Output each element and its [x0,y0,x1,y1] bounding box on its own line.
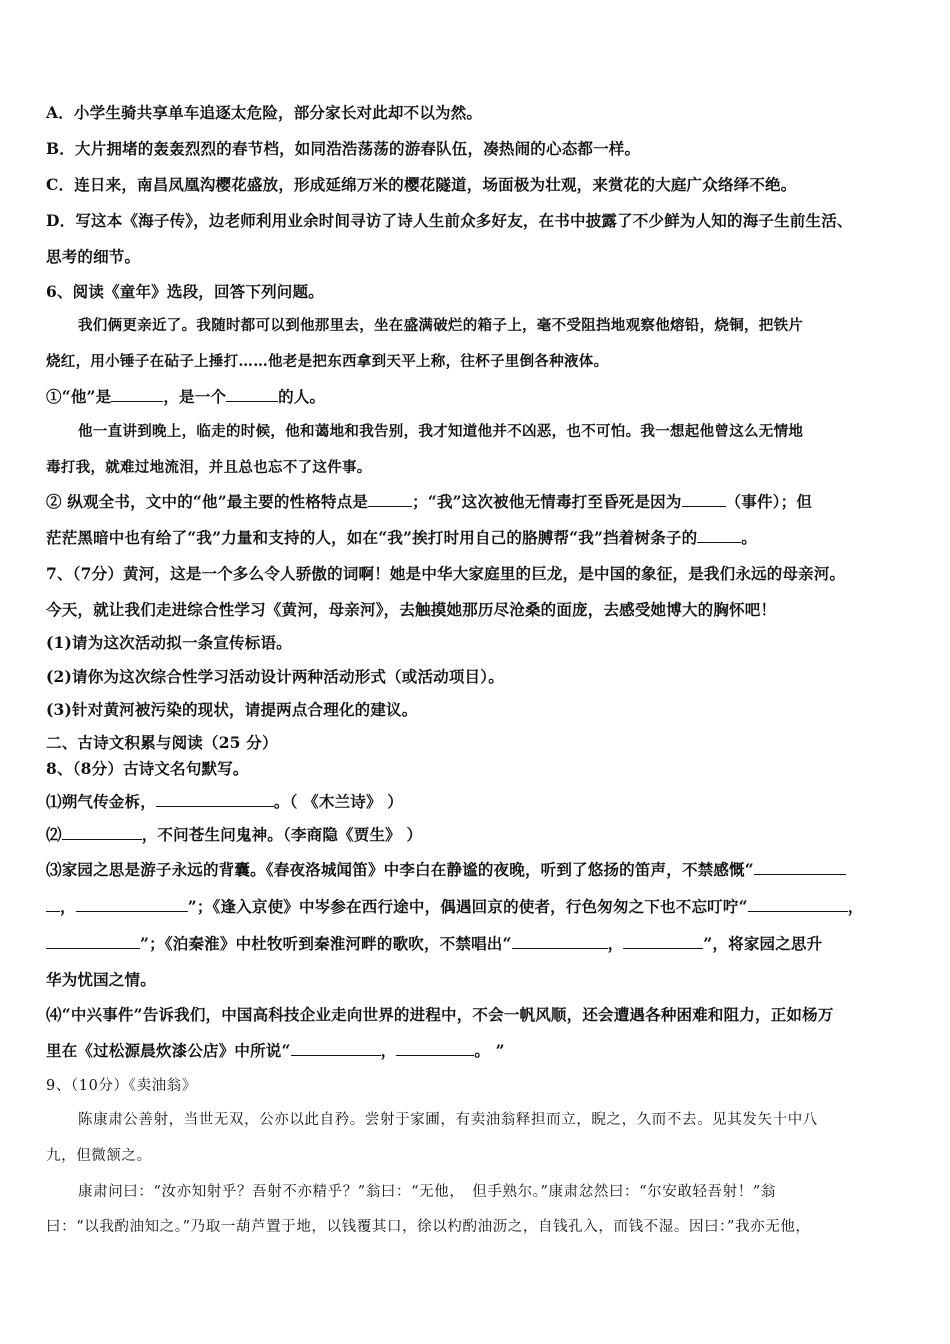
answer-blank[interactable] [76,899,188,912]
question-8-3 [46,858,846,880]
passage-6-line-1-text: 我们俩更亲近了。我随时都可以到他那里去，坐在盛满破烂的箱子上，毫不受阻挡地观察他熔铅，烧铜，把铁片 [78,317,804,334]
question-7-3-text: (3)针对黄河被污染的现状，请提两点合理化的建议。 [46,700,418,719]
q8-1-part-a: ⑴朔气传金柝， [46,792,156,811]
answer-blank[interactable] [754,862,846,875]
passage-6-line-2 [46,350,608,371]
question-8-4 [46,1003,834,1025]
q6-2-part-c: （事件）；但 [725,492,813,511]
answer-blank[interactable] [396,1043,474,1056]
section-2-heading-text: 二、古诗文积累与阅读（25 分） [46,733,278,752]
answer-blank[interactable] [291,1043,381,1056]
option-a [46,101,482,123]
answer-blank[interactable] [226,389,278,402]
question-8-4-text: ⑷“中兴事件”告诉我们，中国高科技企业走向世界的进程中，不会一帆风顺，还会遭遇各种困难和阻力，正如杨万 [46,1005,834,1024]
q8-3-cont1-part-c: ， [847,897,864,916]
option-d-text: D．写这本《海子传》，边老师利用业余时间寻访了诗人生前众多好友，在书中披露了不少鲜为人知的海子生前生活、 [46,211,853,230]
q8-4-cont-part-b: ， [380,1041,397,1060]
answer-blank[interactable] [368,494,412,507]
q6-1-part-b: ，是一个 [163,387,227,406]
passage-6-line-2-text: 烧红，用小锤子在砧子上捶打……他老是把东西拿到天平上称，往杯子里倒各种液体。 [46,353,609,370]
q6-2-cont-part-b: 。 [741,528,757,547]
question-8-3-cont-3-text: 华为忧国之情。 [46,970,156,989]
option-d [46,209,853,231]
question-8-3-cont-3 [46,968,156,990]
question-8-3-cont-2 [46,932,822,954]
answer-blank[interactable] [697,530,741,543]
passage-9-line-4-text: 曰：“以我酌油知之。”乃取一葫芦置于地，以钱覆其口，徐以杓酌油沥之，自钱孔入，而钱不湿。因曰：”我亦无他， [46,1219,811,1235]
answer-blank[interactable] [682,494,726,507]
q8-3-cont2-part-a: ”；《泊秦淮》中杜牧听到秦淮河畔的歌吹，不禁唱出“ [140,934,512,953]
passage-9-line-3 [78,1180,776,1201]
answer-blank[interactable] [623,936,703,949]
question-8-1 [46,790,403,812]
passage-9-line-2 [46,1144,152,1165]
option-c [46,173,796,195]
answer-blank[interactable] [748,899,848,912]
passage-9-line-4 [46,1215,811,1236]
q8-3-cont2-part-c: ”，将家园之思升 [703,934,823,953]
q6-2-cont-part-a: 茫茫黑暗中也有给了“我”力量和支持的人，如在“我”挨打时用自己的胳膊帮“我”挡着树条子的 [46,528,698,547]
option-b [46,137,640,159]
question-8-title [46,757,249,779]
question-7-intro-text: 今天，就让我们走进综合性学习《黄河，母亲河》，去触摸她那历尽沧桑的面庞，去感受她博大的胸怀吧！ [46,600,777,619]
question-6-2-cont [46,526,757,548]
question-8-2 [46,823,422,845]
passage-9-line-1-text: 陈康肃公善射，当世无双，公亦以此自矜。尝射于家圃，有卖油翁释担而立，睨之，久而不去。见其发矢十中八 [78,1112,818,1128]
q8-3-cont1-part-b: ”；《逢入京使》中岑参在西行途中，偶遇回京的使者，行色匆匆之下也不忘叮咛“ [187,897,748,916]
question-6-2 [46,490,812,512]
answer-blank[interactable] [156,794,274,807]
passage-9-line-1 [78,1108,818,1129]
question-8-title-text: 8、（8分）古诗文名句默写。 [46,759,249,778]
q8-4-cont-part-a: 里在《过松源晨炊漆公店》中所说“ [46,1041,291,1060]
passage-6-line-3 [78,420,803,441]
answer-blank[interactable] [111,389,163,402]
question-6-title-text: 6、阅读《童年》选段，回答下列问题。 [46,282,324,301]
question-7-2-text: (2)请你为这次综合性学习活动设计两种活动形式（或活动项目）。 [46,667,504,686]
q6-2-part-a: ② 纵观全书，文中的“他”最主要的性格特点是 [46,492,369,511]
answer-blank[interactable] [46,899,60,912]
question-6-title [46,280,324,302]
question-9-title [46,1074,197,1095]
question-7-intro [46,598,776,620]
option-d-cont-text: 思考的细节。 [46,247,141,266]
question-7-2 [46,665,504,687]
option-a-text: A．小学生骑共享单车追逐太危险，部分家长对此却不以为然。 [46,103,483,122]
q8-3-cont2-part-b: ， [607,934,624,953]
option-b-text: B．大片拥堵的轰轰烈烈的春节档，如同浩浩荡荡的游春队伍，凑热闹的心态都一样。 [46,139,641,158]
passage-9-line-2-text: 九，但微颔之。 [46,1148,152,1164]
option-d-cont [46,245,140,267]
passage-6-line-4-text: 毒打我，就难过地流泪，并且总也忘不了这件事。 [46,459,372,476]
section-2-heading [46,731,278,753]
question-7-title-text: 7、（7分）黄河，这是一个多么令人骄傲的词啊！她是中华大家庭里的巨龙，是中国的象征，是我们永远的母亲河。 [46,564,846,583]
question-7-1 [46,631,292,653]
option-c-text: C．连日来，南昌凤凰沟樱花盛放，形成延绵万米的樱花隧道，场面极为壮观，来赏花的大庭广众络绎不绝。 [46,175,797,194]
q6-1-part-a: ①“他”是 [46,387,112,406]
q8-2-part-b: ，不问苍生问鬼神。（李商隐《贾生》 ） [141,825,423,844]
q8-3-part-a: ⑶家园之思是游子永远的背囊。《春夜洛城闻笛》中李白在静谧的夜晚，听到了悠扬的笛声，不禁感慨“ [46,860,754,879]
q6-1-part-c: 的人。 [278,387,326,406]
q8-4-cont-part-c: 。 ” [474,1041,505,1060]
question-8-3-cont-1 [46,895,863,917]
question-8-4-cont [46,1039,505,1061]
question-7-1-text: (1)请为这次活动拟一条宣传标语。 [46,633,292,652]
question-7-title [46,562,845,584]
q8-1-part-b: 。（ 《木兰诗》 ） [273,792,403,811]
answer-blank[interactable] [62,827,142,840]
answer-blank[interactable] [512,936,608,949]
passage-6-line-4 [46,456,372,477]
question-6-1 [46,385,325,407]
passage-9-line-3-text: 康肃问曰：“汝亦知射乎？吾射不亦精乎？”翁曰：“无他， 但手熟尔。”康肃忿然曰：“尔安敢轻吾射！”翁 [78,1184,776,1200]
question-7-3 [46,698,417,720]
question-9-title-text: 9、（10分）《卖油翁》 [46,1078,197,1094]
q8-3-cont1-part-a: ， [60,897,76,916]
passage-6-line-1 [78,314,803,335]
answer-blank[interactable] [46,936,140,949]
q6-2-part-b: ；“我”这次被他无情毒打至昏死是因为 [412,492,682,511]
passage-6-line-3-text: 他一直讲到晚上，临走的时候，他和蔼地和我告别，我才知道他并不凶恶，也不可怕。我一想起他曾这么无情地 [78,423,804,440]
q8-2-part-a: ⑵ [46,825,62,844]
